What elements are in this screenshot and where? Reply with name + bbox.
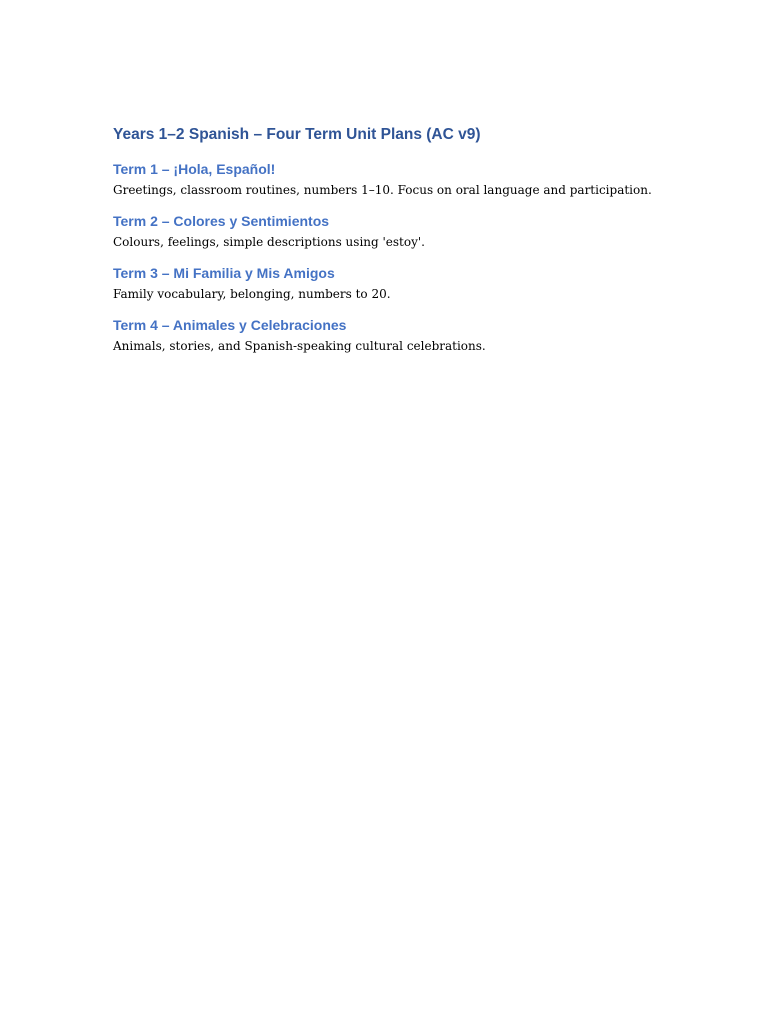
document-title: Years 1–2 Spanish – Four Term Unit Plans (AC v9) <box>113 126 481 143</box>
term-section-3 <box>113 264 673 302</box>
term-heading: Term 2 – Colores y Sentimientos <box>113 213 330 229</box>
term-heading: Term 4 – Animales y Celebraciones <box>113 317 347 333</box>
term-description: Animals, stories, and Spanish-speaking cultural celebrations. <box>113 339 486 353</box>
term-description: Greetings, classroom routines, numbers 1–10. Focus on oral language and participation. <box>113 183 652 197</box>
term-heading: Term 1 – ¡Hola, Español! <box>113 161 276 177</box>
term-section-2 <box>113 212 673 250</box>
term-description: Colours, feelings, simple descriptions using 'estoy'. <box>113 235 425 249</box>
document-body <box>113 124 673 368</box>
term-section-4 <box>113 316 673 354</box>
term-description: Family vocabulary, belonging, numbers to 20. <box>113 287 391 301</box>
term-heading: Term 3 – Mi Familia y Mis Amigos <box>113 265 335 281</box>
term-section-1 <box>113 160 673 198</box>
